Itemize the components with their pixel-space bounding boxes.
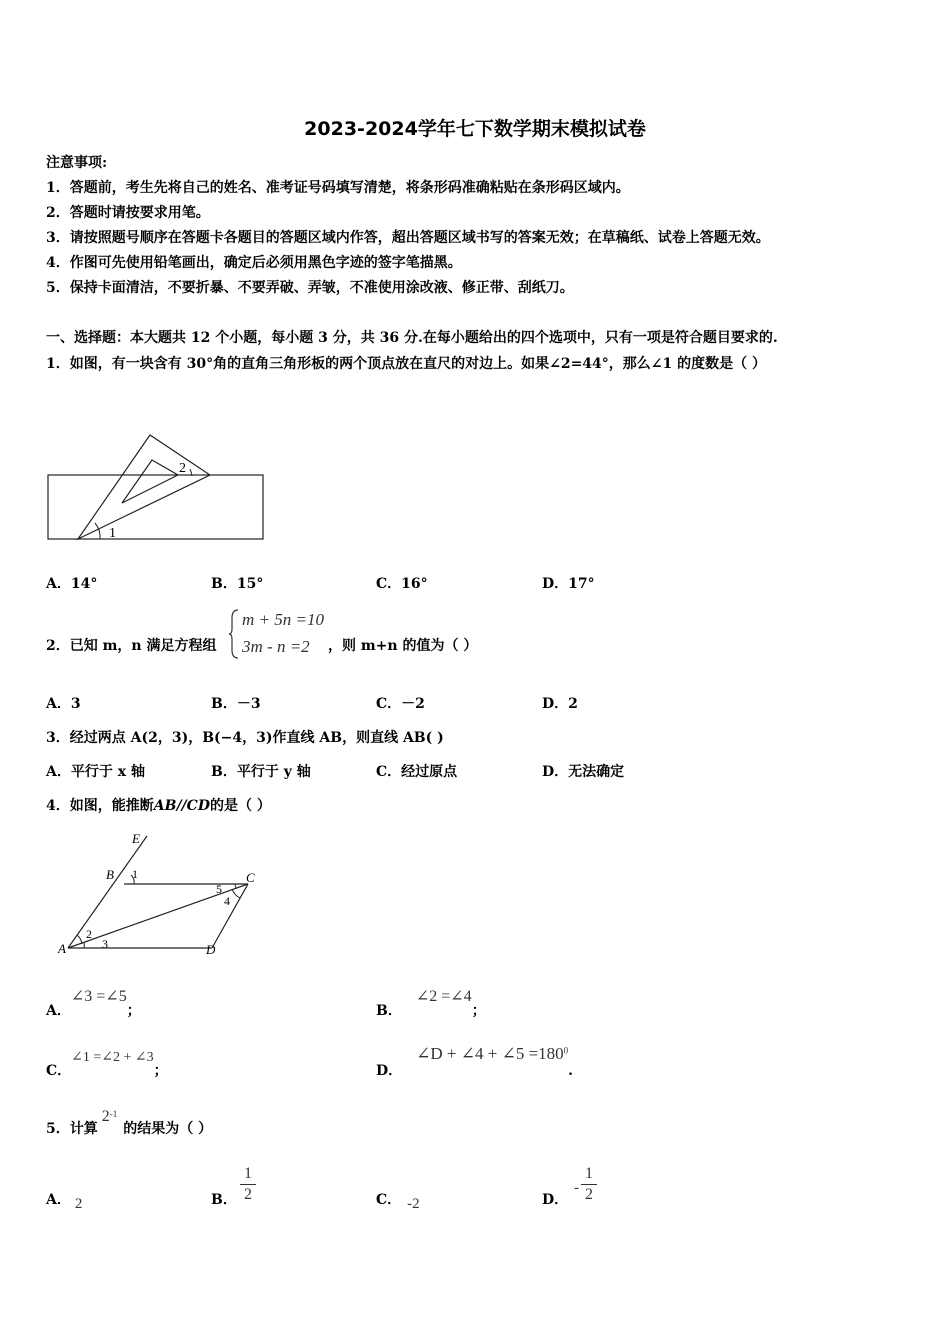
q3-option-a[interactable]: A．平行于 x 轴 <box>46 764 145 780</box>
notice-item-4: 4．作图可先使用铅笔画出，确定后必须用黑色字迹的签字笔描黑。 <box>46 255 462 271</box>
angle-label-5: 5 <box>216 882 222 896</box>
angle-label-2: 2 <box>86 927 92 941</box>
q4-figure <box>52 826 262 961</box>
q5-stem: 5．计算$2^{-1}$的结果为（ ） <box>46 1108 213 1137</box>
q5-base: 2 <box>101 1108 110 1125</box>
q2-option-a[interactable]: A．3 <box>46 696 81 712</box>
q5-option-d-sign: - <box>574 1180 579 1196</box>
angle-label-2: 2 <box>179 461 186 476</box>
q2-equation-2: 3m - n =2 <box>242 637 310 656</box>
q5-option-b-fraction: 1 2 <box>240 1164 256 1205</box>
q4-option-b[interactable]: B．∠2 =∠4； <box>376 988 486 1019</box>
point-label-a: A <box>58 941 66 956</box>
notice-item-2: 2．答题时请按要求用笔。 <box>46 205 210 221</box>
q2-stem-pre: 2．已知 m，n 满足方程组 <box>46 638 217 654</box>
q4-option-c[interactable]: C．∠1 =∠2 + ∠3； <box>46 1050 168 1079</box>
angle-label-3: 3 <box>102 937 108 951</box>
q3-option-b[interactable]: B．平行于 y 轴 <box>211 764 311 780</box>
point-label-d: D <box>206 942 216 957</box>
q5-option-d-fraction: 1 2 <box>581 1164 597 1205</box>
notice-heading: 注意事项: <box>46 155 108 171</box>
section-heading: 一、选择题：本大题共 12 个小题，每小题 3 分，共 36 分.在每小题给出的四个选项中，只有一项是符合题目要求的. <box>46 330 778 346</box>
q5-option-d[interactable]: D． <box>542 1192 569 1208</box>
q1-figure <box>40 425 280 550</box>
point-label-e: E <box>132 831 140 846</box>
q4-option-a[interactable]: A．∠3 =∠5； <box>46 988 141 1019</box>
q2-equation-1: m + 5n =10 <box>242 610 324 629</box>
q5-option-c[interactable]: C． -2 <box>376 1192 420 1212</box>
point-label-c: C <box>246 870 255 885</box>
q5-option-b[interactable]: B． <box>211 1192 237 1208</box>
q5-exponent: -1 <box>109 1109 118 1120</box>
q3-stem: 3．经过两点 A(2，3)，B(−4，3)作直线 AB，则直线 AB( ) <box>46 730 444 746</box>
q3-option-c[interactable]: C．经过原点 <box>376 764 458 780</box>
line-ae <box>68 836 147 948</box>
q4-stem-math: AB//CD <box>153 798 210 814</box>
q2-option-c[interactable]: C．－2 <box>376 696 425 712</box>
q5-option-a[interactable]: A． 2 <box>46 1192 83 1212</box>
triangle-inner <box>122 460 178 503</box>
notice-item-3: 3．请按照题号顺序在答题卡各题目的答题区域内作答，超出答题区域书写的答案无效；在草稿纸、试卷上答题无效。 <box>46 230 770 246</box>
ruler <box>48 475 263 539</box>
q3-option-d[interactable]: D．无法确定 <box>542 764 625 780</box>
q4-option-d[interactable]: D．∠D + ∠4 + ∠5 $=180^0$. <box>376 1044 574 1079</box>
page-title: 2023-2024学年七下数学期末模拟试卷 <box>304 118 646 140</box>
angle-label-1: 1 <box>109 526 116 541</box>
notice-item-5: 5．保持卡面清洁，不要折暴、不要弄破、弄皱，不准使用涂改液、修正带、刮纸刀。 <box>46 280 574 296</box>
equation-brace <box>228 608 240 660</box>
q1-option-b[interactable]: B．15° <box>211 576 264 592</box>
q1-option-c[interactable]: C．16° <box>376 576 428 592</box>
angle-label-1: 1 <box>132 867 138 881</box>
q1-option-a[interactable]: A．14° <box>46 576 98 592</box>
q2-option-d[interactable]: D．2 <box>542 696 578 712</box>
q1-stem: 1．如图，有一块含有 30°角的直角三角形板的两个顶点放在直尺的对边上。如果∠2=44°，那么∠1 的度数是（ ） <box>46 356 766 372</box>
point-label-b: B <box>106 867 114 882</box>
q2-option-b[interactable]: B．－3 <box>211 696 261 712</box>
notice-item-1: 1．答题前，考生先将自己的姓名、准考证号码填写清楚，将条形码准确粘贴在条形码区域内。 <box>46 180 630 196</box>
q2-stem-post: ，则 m+n 的值为（ ） <box>328 638 478 654</box>
angle-label-4: 4 <box>224 894 230 908</box>
triangle-outer <box>78 435 210 539</box>
q4-stem: 4．如图，能推断AB//CD的是（ ） <box>46 798 271 814</box>
q1-option-d[interactable]: D．17° <box>542 576 595 592</box>
